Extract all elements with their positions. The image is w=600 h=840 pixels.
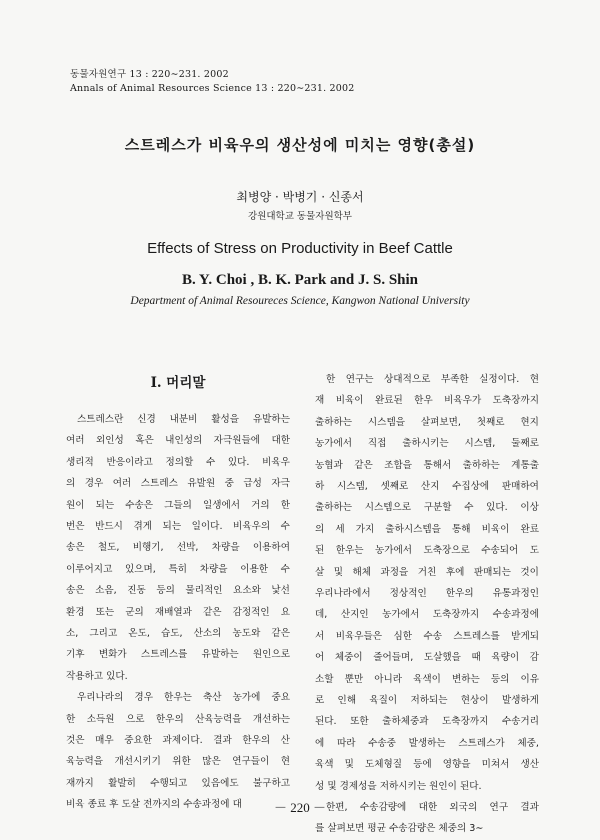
- body-text-line: 하 시스템, 셋째로 산지 수집상에 판매하여: [315, 481, 539, 492]
- body-text-line: 여러 외인성 혹은 내인성의 자극원들에 대한: [66, 435, 290, 447]
- body-text-line: 된다. 또한 출하체중과 도축장까지 수송거리: [315, 716, 539, 728]
- body-text-line: 재 비육이 완료된 한우 비육우가 도축장까지: [315, 395, 539, 407]
- body-text-line: 의 경우 여러 스트레스 유발원 중 급성 자극: [66, 478, 290, 490]
- body-text-line: 기후 변화가 스트레스를 유발하는 원인으로: [66, 649, 290, 661]
- affiliation-english: Department of Animal Resoureces Science, Kangwon National University: [130, 295, 470, 307]
- body-text-line: 로 인해 육질이 저하되는 현상이 발생하게: [315, 695, 539, 706]
- body-text-line: 송은 소음, 진동 등의 물리적인 요소와 낯선: [66, 585, 290, 597]
- body-text-line: 작용하고 있다.: [66, 670, 128, 682]
- body-text-line: 송은 철도, 비행기, 선박, 차량을 이용하여: [66, 542, 290, 554]
- body-text-line: 스트레스란 신경 내분비 활성을 유발하는: [77, 414, 290, 425]
- body-text-line: 소할 뿐만 아니라 육색이 변하는 등의 이유: [315, 673, 539, 685]
- body-text-line: 성 및 경제성을 저하시키는 원인이 된다.: [315, 780, 482, 792]
- authors-korean: 최병양 · 박병기 · 신종서: [236, 190, 364, 204]
- body-text-line: 우리나라의 경우 한우는 축산 농가에 중요: [77, 692, 290, 704]
- section-heading-introduction: I. 머리말: [150, 375, 206, 391]
- body-text-line: 데, 산지인 농가에서 도축장까지 수송과정에: [315, 609, 539, 621]
- journal-citation: [70, 68, 355, 96]
- article-title-english: Effects of Stress on Productivity in Beef Cattle: [147, 240, 453, 257]
- body-text-line: 서 비육우들은 심한 수송 스트레스를 받게되: [315, 630, 539, 642]
- body-text-line: 출하하는 시스템으로 구분할 수 있다. 이상: [315, 502, 539, 514]
- body-text-line: 한 연구는 상대적으로 부족한 실정이다. 현: [326, 374, 539, 385]
- body-text-line: 비육 종료 후 도살 전까지의 수송과정에 대: [66, 799, 242, 811]
- body-text-line: 를 살펴보면 평균 수송감량은 체중의 3∼: [315, 823, 484, 835]
- body-text-line: 의 세 가지 출하시스템을 통해 비육이 완료: [315, 523, 539, 535]
- body-text-line: 농협과 같은 조합을 통해서 출하하는 계통출: [315, 459, 539, 471]
- body-text-line: 출하하는 시스템을 살펴보면, 첫째로 현지: [315, 416, 539, 428]
- body-text-line: 우리나라에서 정상적인 한우의 유통과정인: [315, 588, 539, 599]
- body-text-line: 된 한우는 농가에서 도축장으로 수송되어 도: [315, 545, 539, 557]
- authors-english: B. Y. Choi , B. K. Park and J. S. Shin: [181, 272, 419, 288]
- body-text-line: 환경 또는 군의 재배열과 같은 감정적인 요: [66, 606, 290, 618]
- body-text-line: 소, 그리고 온도, 습도, 산소의 농도와 같은: [66, 628, 290, 639]
- body-text-line: 이루어지고 있으며, 특히 차량을 이용한 수: [66, 563, 290, 575]
- body-text-line: 어 체중이 줄어들며, 도살했을 때 육량이 감: [315, 652, 539, 664]
- body-text-line: 원이 되는 수송은 그들의 일생에서 거의 한: [66, 499, 290, 511]
- body-text-line: 에 따라 수송중 발생하는 스트레스가 체중,: [315, 737, 539, 749]
- article-title-korean: 스트레스가 비육우의 생산성에 미치는 영향(총설): [124, 136, 476, 154]
- body-text-line: 육색 및 도체형질 등에 영향을 미쳐서 생산: [315, 759, 539, 771]
- body-text-line: 생리적 반응이라고 정의할 수 있다. 비육우: [66, 456, 290, 468]
- body-text-line: 살 및 해체 과정을 거친 후에 판매되는 것이: [315, 566, 539, 578]
- body-text-line: 육능력을 개선시키기 위한 많은 연구들이 현: [66, 756, 290, 768]
- body-text-line: 것은 매우 중요한 과제이다. 결과 한우의 산: [66, 735, 290, 746]
- body-text-line: 재까지 활발히 수행되고 있음에도 불구하고: [66, 777, 290, 789]
- body-text-line: 번은 반드시 겪게 되는 일이다. 비육우의 수: [66, 521, 290, 532]
- body-text-line: 농가에서 직접 출하시키는 시스템, 둘째로: [315, 438, 539, 450]
- affiliation-korean: 강원대학교 동물자원학부: [248, 211, 352, 222]
- journal-citation-korean: 동물자원연구 13 : 220∼231. 2002: [70, 69, 229, 80]
- body-text-line: 한편, 수송감량에 대한 외국의 연구 결과: [326, 802, 539, 813]
- body-text-line: 한 소득원 으로 한우의 산육능력을 개선하는: [66, 713, 290, 725]
- page-number: － 220 －: [273, 800, 326, 815]
- journal-citation-english: Annals of Animal Resources Science 13 : 220∼231. 2002: [70, 83, 355, 94]
